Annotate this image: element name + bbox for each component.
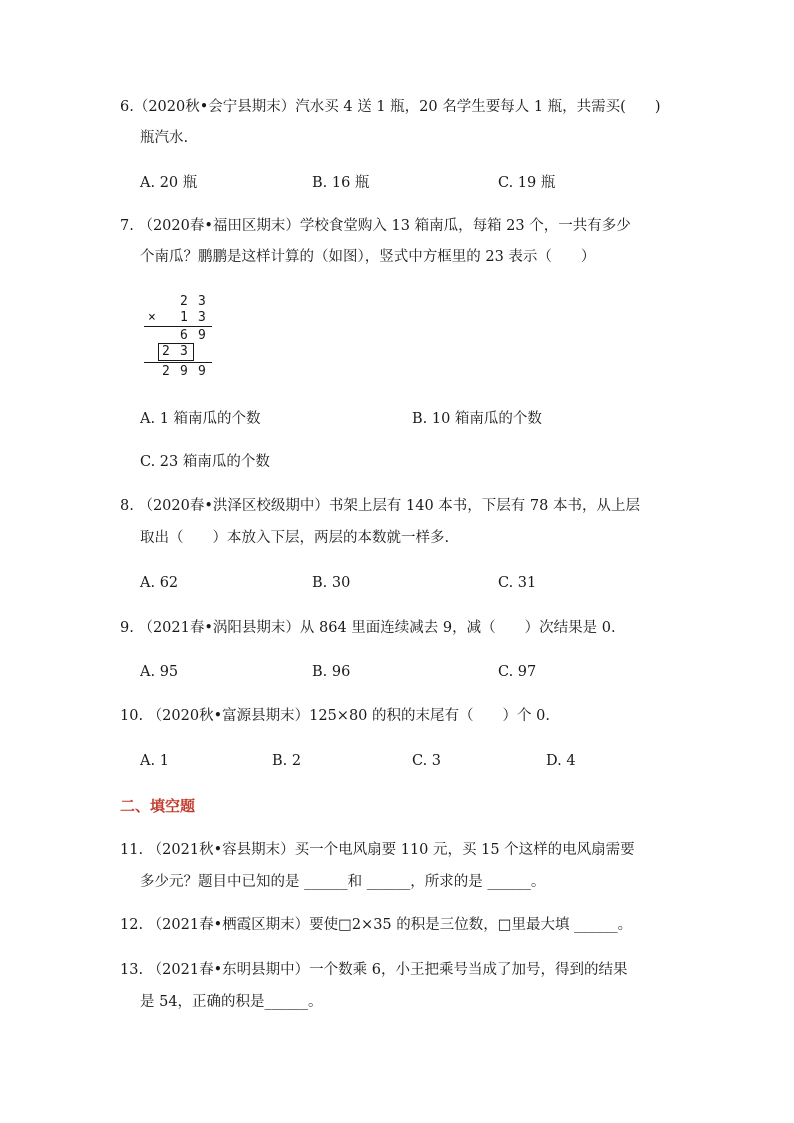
partial-product-digit: 9 (198, 328, 206, 343)
times-sign: × (148, 310, 156, 325)
question-6-option-a: A. 20 瓶 (140, 175, 198, 191)
question-13-line-2: 是 54，正确的积是______。 (140, 994, 323, 1010)
result-digit: 9 (198, 364, 206, 379)
question-13-line-1: 13. （2021春•东明县期中）一个数乘 6，小王把乘号当成了加号，得到的结果 (120, 962, 628, 978)
partial-product-digit: 6 (180, 328, 188, 343)
question-9-option-c: C. 97 (498, 664, 537, 680)
multiplicand-digit: 2 (180, 294, 188, 309)
question-10-option-d: D. 4 (546, 753, 576, 769)
question-7-line-1: 7. （2020春•福田区期末）学校食堂购入 13 箱南瓜，每箱 23 个，一共有多少 (120, 218, 631, 234)
question-10-line-1: 10. （2020秋•富源县期末）125×80 的积的末尾有（ ）个 0. (120, 708, 550, 724)
divider-line (144, 326, 212, 327)
multiplicand-digit: 3 (198, 294, 206, 309)
question-10-option-c: C. 3 (412, 753, 442, 769)
question-8-option-a: A. 62 (140, 575, 179, 591)
question-8-line-2: 取出（ ）本放入下层，两层的本数就一样多. (140, 530, 450, 546)
question-11-line-2: 多少元？题目中已知的是 ______和 ______，所求的是 ______。 (140, 874, 546, 890)
question-10-option-b: B. 2 (272, 753, 302, 769)
result-digit: 9 (180, 364, 188, 379)
question-9-option-a: A. 95 (140, 664, 179, 680)
question-12-line-1: 12. （2021春•栖霞区期末）要使□2×35 的积是三位数，□里最大填 ______。 (120, 917, 633, 933)
question-6-line-1: 6.（2020秋•会宁县期末）汽水买 4 送 1 瓶，20 名学生要每人 1 瓶，共需买( ) (120, 99, 661, 115)
section-heading-fill-in: 二、填空题 (120, 797, 196, 815)
question-6-option-c: C. 19 瓶 (498, 175, 556, 191)
question-7-option-b: B. 10 箱南瓜的个数 (412, 411, 542, 427)
question-8-option-c: C. 31 (498, 575, 537, 591)
result-digit: 2 (162, 364, 170, 379)
question-6-option-b: B. 16 瓶 (312, 175, 370, 191)
boxed-digit: 3 (180, 344, 188, 359)
question-9-line-1: 9. （2021春•涡阳县期末）从 864 里面连续减去 9，减（ ）次结果是 0. (120, 620, 616, 636)
question-10-option-a: A. 1 (140, 753, 169, 769)
question-9-option-b: B. 96 (312, 664, 351, 680)
question-11-line-1: 11. （2021秋•容县期末）买一个电风扇要 110 元，买 15 个这样的电风扇需要 (120, 842, 635, 858)
question-7-option-c: C. 23 箱南瓜的个数 (140, 454, 270, 470)
boxed-digit: 2 (162, 344, 170, 359)
question-7-option-a: A. 1 箱南瓜的个数 (140, 411, 261, 427)
multiplier-digit: 3 (198, 310, 206, 325)
vertical-multiplication-figure (140, 292, 220, 382)
multiplier-digit: 1 (180, 310, 188, 325)
divider-line (144, 362, 212, 363)
question-8-option-b: B. 30 (312, 575, 351, 591)
question-6-line-2: 瓶汽水. (140, 130, 189, 146)
question-8-line-1: 8. （2020春•洪泽区校级期中）书架上层有 140 本书，下层有 78 本书，从上层 (120, 498, 640, 514)
question-7-line-2: 个南瓜？鹏鹏是这样计算的（如图），竖式中方框里的 23 表示（ ） (140, 249, 596, 265)
